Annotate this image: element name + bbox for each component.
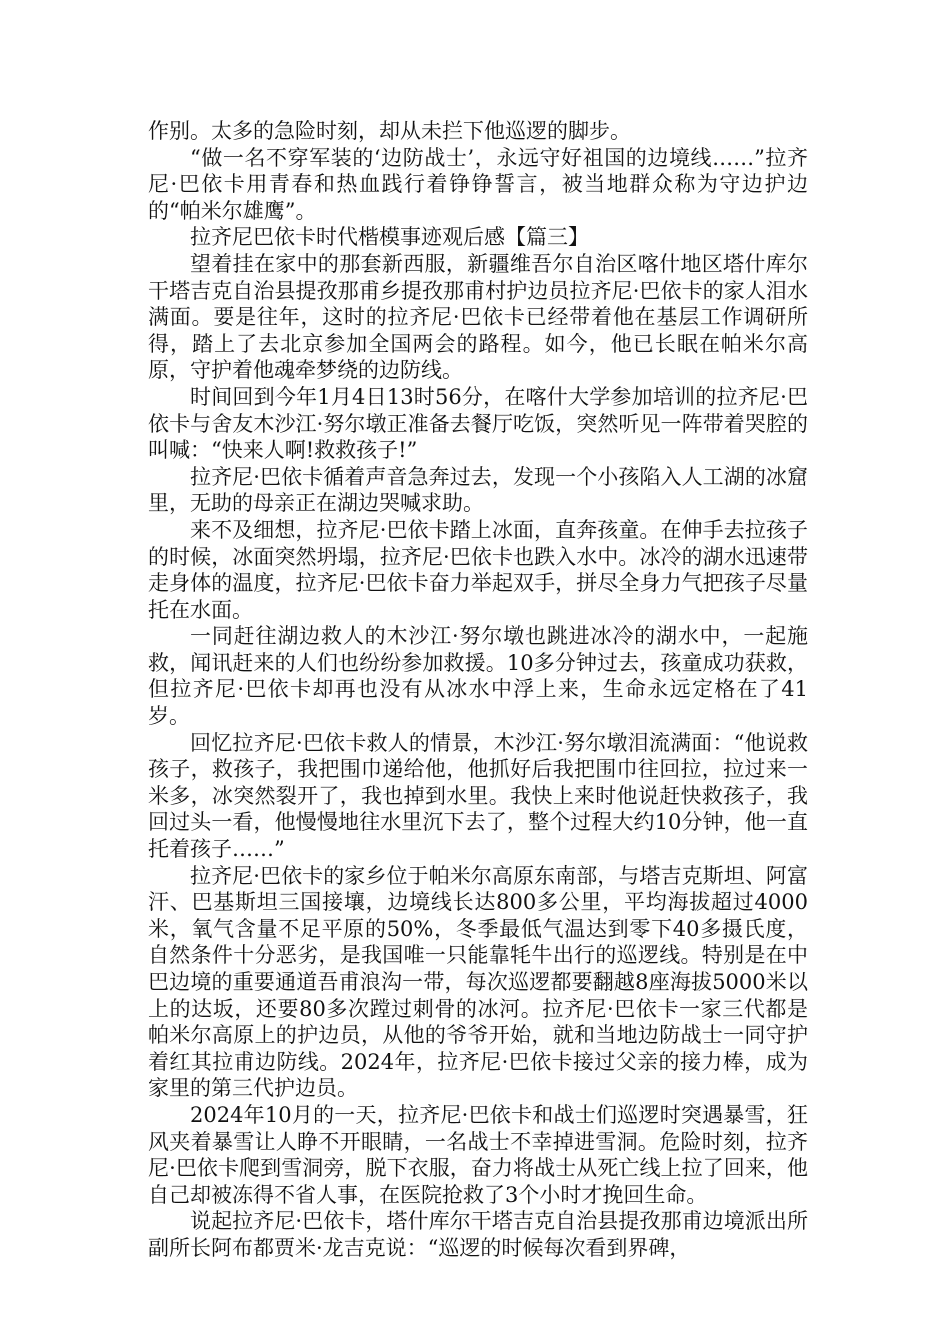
paragraph-12: 说起拉齐尼·巴依卡，塔什库尔干塔吉克自治县提孜那甫边境派出所副所长阿布都贾米·龙吉克说：“巡逻的时候每次看到界碑， <box>148 1209 808 1260</box>
document-page <box>148 118 808 1262</box>
paragraph-5: 时间回到今年1月4日13时56分，在喀什大学参加培训的拉齐尼·巴依卡与舍友木沙江·努尔墩正准备去餐厅吃饭，突然听见一阵带着哭腔的叫喊：“快来人啊!救救孩子!” <box>148 384 808 463</box>
paragraph-7: 来不及细想，拉齐尼·巴依卡踏上冰面，直奔孩童。在伸手去拉孩子的时候，冰面突然坍塌，拉齐尼·巴依卡也跌入水中。冰冷的湖水迅速带走身体的温度，拉齐尼·巴依卡奋力举起双手，拼尽全身力气把孩子尽量托在水面。 <box>148 517 808 622</box>
paragraph-10: 拉齐尼·巴依卡的家乡位于帕米尔高原东南部，与塔吉克斯坦、阿富汗、巴基斯坦三国接壤，边境线长达800多公里，平均海拔超过4000米，氧气含量不足平原的50%，冬季最低气温达到零下40多摄氏度，自然条件十分恶劣，是我国唯一只能靠牦牛出行的巡逻线。特别是在中巴边境的重要通道吾甫浪沟一带，每次巡逻都要翻越8座海拔5000米以上的达坂，还要80多次蹚过刺骨的冰河。拉齐尼·巴依卡一家三代都是帕米尔高原上的护边员，从他的爷爷开始，就和当地边防战士一同守护着红其拉甫边防线。2024年，拉齐尼·巴依卡接过父亲的接力棒，成为家里的第三代护边员。 <box>148 863 808 1101</box>
paragraph-11: 2024年10月的一天，拉齐尼·巴依卡和战士们巡逻时突遇暴雪，狂风夹着暴雪让人睁不开眼睛，一名战士不幸掉进雪洞。危险时刻，拉齐尼·巴依卡爬到雪洞旁，脱下衣服，奋力将战士从死亡线上拉了回来，他自己却被冻得不省人事，在医院抢救了3个小时才挽回生命。 <box>148 1102 808 1207</box>
paragraph-4: 望着挂在家中的那套新西服，新疆维吾尔自治区喀什地区塔什库尔干塔吉克自治县提孜那甫乡提孜那甫村护边员拉齐尼·巴依卡的家人泪水满面。要是往年，这时的拉齐尼·巴依卡已经带着他在基层工作调研所得，踏上了去北京参加全国两会的路程。如今，他已长眠在帕米尔高原，守护着他魂牵梦绕的边防线。 <box>148 251 808 383</box>
paragraph-2: “做一名不穿军装的‘边防战士’，永远守好祖国的边境线……”拉齐尼·巴依卡用青春和热血践行着铮铮誓言，被当地群众称为守边护边的“帕米尔雄鹰”。 <box>148 145 808 223</box>
paragraph-1: 作别。太多的急险时刻，却从未拦下他巡逻的脚步。 <box>148 119 631 143</box>
paragraph-9: 回忆拉齐尼·巴依卡救人的情景，木沙江·努尔墩泪流满面：“他说救孩子，救孩子，我把围巾递给他，他抓好后我把围巾往回拉，拉过来一米多，冰突然裂开了，我也掉到水里。我快上来时他说赶快救孩子，我回过头一看，他慢慢地往水里沉下去了，整个过程大约10分钟，他一直托着孩子……” <box>148 730 808 862</box>
paragraph-6: 拉齐尼·巴依卡循着声音急奔过去，发现一个小孩陷入人工湖的冰窟里，无助的母亲正在湖边哭喊求助。 <box>148 464 808 516</box>
paragraph-8: 一同赶往湖边救人的木沙江·努尔墩也跳进冰冷的湖水中，一起施救，闻讯赶来的人们也纷纷参加救援。10多分钟过去，孩童成功获救，但拉齐尼·巴依卡却再也没有从冰水中浮上来，生命永远定格在了41岁。 <box>148 624 808 729</box>
section-heading: 拉齐尼巴依卡时代楷模事迹观后感【篇三】 <box>190 225 589 250</box>
